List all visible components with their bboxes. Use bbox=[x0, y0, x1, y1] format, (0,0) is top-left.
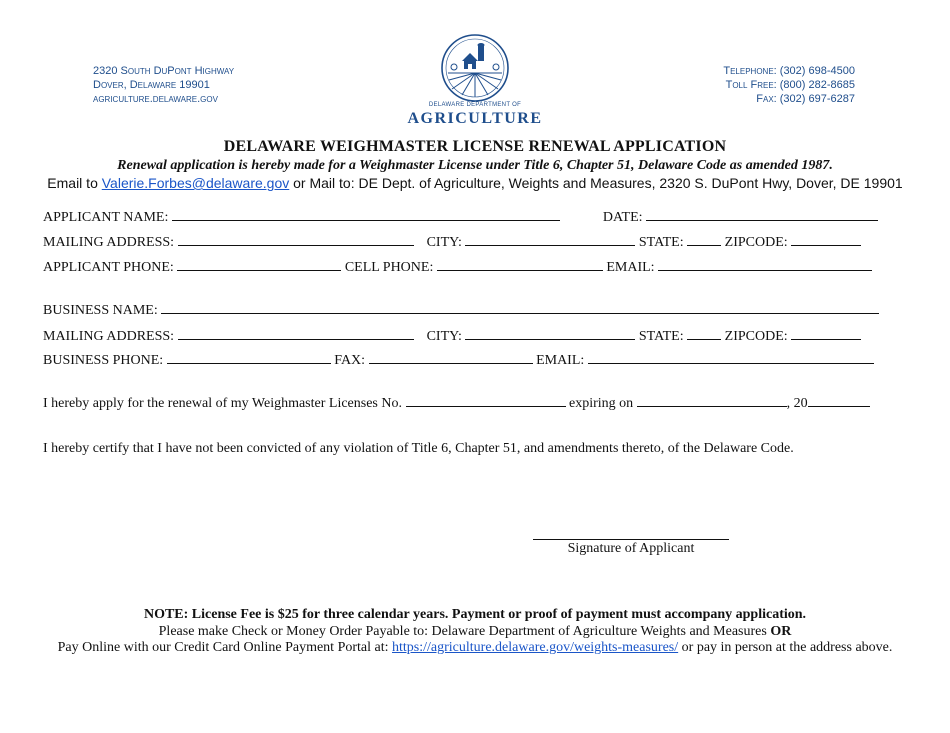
date-label: DATE: bbox=[602, 210, 643, 225]
submission-instructions bbox=[0, 175, 950, 191]
business-city-label: CITY: bbox=[426, 329, 462, 344]
applicant-phone-label: APPLICANT PHONE: bbox=[43, 260, 174, 275]
logo-agriculture: AGRICULTURE bbox=[407, 110, 543, 127]
applicant-mailing-field[interactable] bbox=[178, 231, 414, 246]
form-title: DELAWARE WEIGHMASTER LICENSE RENEWAL APPLICATION bbox=[223, 138, 727, 155]
expiration-date-field[interactable] bbox=[637, 392, 787, 407]
applicant-mailing-label: MAILING ADDRESS: bbox=[43, 235, 175, 250]
agriculture-logo-icon bbox=[440, 33, 510, 103]
form-subtitle: Renewal application is hereby made for a Weighmaster License under Title 6, Chapter 51, Delaware Code as amended 1987. bbox=[117, 158, 833, 173]
business-email-label: EMAIL: bbox=[536, 353, 585, 368]
date-field[interactable] bbox=[646, 206, 878, 221]
telephone: Telephone: (302) 698-4500 bbox=[723, 65, 855, 77]
applicant-email-label: EMAIL: bbox=[606, 260, 655, 275]
address-line-1: 2320 South DuPont Highway bbox=[93, 65, 235, 77]
business-zip-label: ZIPCODE: bbox=[724, 329, 788, 344]
business-state-field[interactable] bbox=[687, 325, 721, 340]
fee-note: NOTE: License Fee is $25 for three calendar years. Payment or proof of payment must accompany application. bbox=[143, 607, 807, 622]
renewal-text: I hereby apply for the renewal of my Weighmaster Licenses No. bbox=[43, 396, 402, 411]
applicant-phone-field[interactable] bbox=[177, 256, 341, 271]
expiration-year-field[interactable] bbox=[808, 392, 870, 407]
applicant-mailing-row bbox=[43, 231, 888, 249]
applicant-name-label: APPLICANT NAME: bbox=[43, 210, 169, 225]
contact-email-link[interactable]: Valerie.Forbes@delaware.gov bbox=[101, 175, 290, 191]
business-name-label: BUSINESS NAME: bbox=[43, 303, 158, 318]
applicant-name-field[interactable] bbox=[172, 206, 560, 221]
online-suffix: or pay in person at the address above. bbox=[678, 640, 893, 655]
business-phone-row bbox=[43, 349, 888, 367]
applicant-state-field[interactable] bbox=[687, 231, 721, 246]
address-line-3: agriculture.delaware.gov bbox=[93, 93, 218, 105]
business-phone-field[interactable] bbox=[167, 349, 331, 364]
certification-statement: I hereby certify that I have not been convicted of any violation of Title 6, Chapter 51, and amendments thereto, of the Delaware Code. bbox=[43, 441, 794, 456]
business-state-label: STATE: bbox=[638, 329, 684, 344]
business-mailing-label: MAILING ADDRESS: bbox=[43, 329, 175, 344]
license-number-field[interactable] bbox=[406, 392, 566, 407]
fax-label: FAX: bbox=[334, 353, 366, 368]
fax-field[interactable] bbox=[369, 349, 533, 364]
online-prefix: Pay Online with our Credit Card Online Payment Portal at: bbox=[57, 640, 393, 655]
payment-instructions bbox=[0, 624, 950, 640]
address-line-2: Dover, Delaware 19901 bbox=[93, 79, 210, 91]
email-prefix: Email to bbox=[47, 175, 102, 191]
applicant-city-field[interactable] bbox=[465, 231, 635, 246]
business-email-field[interactable] bbox=[588, 349, 874, 364]
applicant-zip-field[interactable] bbox=[791, 231, 861, 246]
business-mailing-row bbox=[43, 325, 888, 343]
business-zip-field[interactable] bbox=[791, 325, 861, 340]
toll-free: Toll Free: (800) 282-8685 bbox=[725, 79, 855, 91]
fax: Fax: (302) 697-6287 bbox=[756, 93, 855, 105]
applicant-email-field[interactable] bbox=[658, 256, 872, 271]
cell-phone-label: CELL PHONE: bbox=[344, 260, 434, 275]
signature-line[interactable] bbox=[533, 539, 729, 540]
business-mailing-field[interactable] bbox=[178, 325, 414, 340]
online-payment bbox=[0, 640, 950, 656]
business-city-field[interactable] bbox=[465, 325, 635, 340]
agency-address bbox=[93, 64, 234, 106]
applicant-city-label: CITY: bbox=[426, 235, 462, 250]
business-name-field[interactable] bbox=[161, 299, 879, 314]
renewal-row bbox=[43, 392, 888, 410]
mail-address: or Mail to: DE Dept. of Agriculture, Weights and Measures, 2320 S. DuPont Hwy, Dover, DE 19901 bbox=[289, 175, 903, 191]
business-name-row bbox=[43, 299, 888, 317]
applicant-name-row bbox=[43, 206, 888, 224]
or-text: OR bbox=[770, 624, 792, 639]
year-prefix: , 20 bbox=[786, 396, 808, 411]
business-phone-label: BUSINESS PHONE: bbox=[43, 353, 164, 368]
applicant-state-label: STATE: bbox=[638, 235, 684, 250]
applicant-zip-label: ZIPCODE: bbox=[724, 235, 788, 250]
logo-department: DELAWARE DEPARTMENT OF bbox=[428, 102, 522, 108]
cell-phone-field[interactable] bbox=[437, 256, 603, 271]
payment-portal-link[interactable]: https://agriculture.delaware.gov/weights-measures/ bbox=[392, 640, 679, 655]
expiring-label: expiring on bbox=[569, 396, 634, 411]
check-instructions: Please make Check or Money Order Payable to: Delaware Department of Agriculture Weights and Measures bbox=[158, 624, 771, 639]
agency-contacts bbox=[723, 64, 855, 106]
applicant-phone-row bbox=[43, 256, 888, 274]
signature-label: Signature of Applicant bbox=[567, 541, 695, 556]
